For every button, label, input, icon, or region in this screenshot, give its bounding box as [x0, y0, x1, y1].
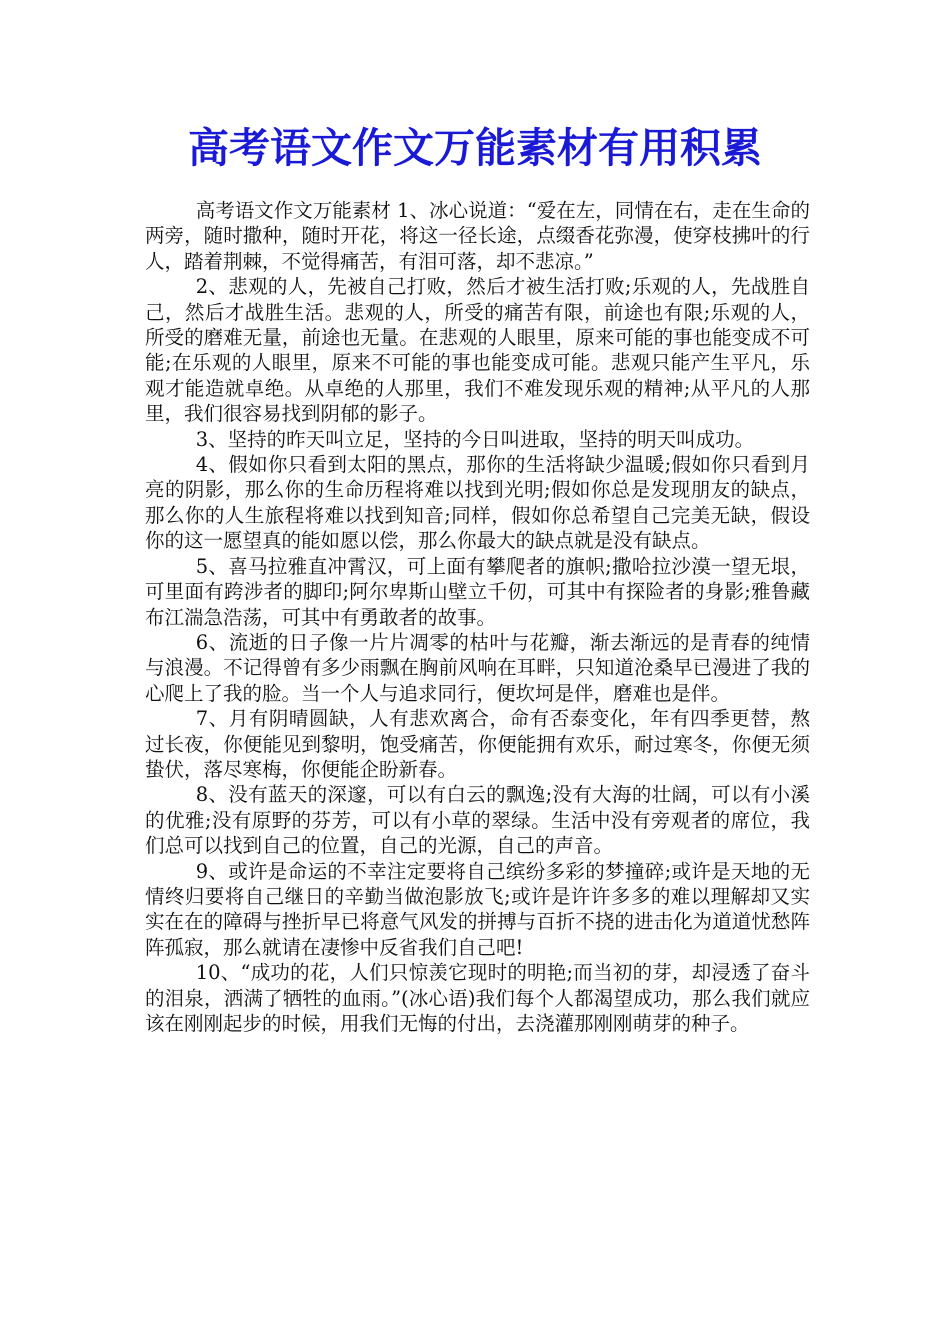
document-title: 高考语文作文万能素材有用积累 [188, 124, 762, 172]
paragraph-2: 2、悲观的人，先被自己打败，然后才被生活打败;乐观的人，先战胜自己，然后才战胜生活。悲观的人，所受的痛苦有限，前途也有限;乐观的人，所受的磨难无量，前途也无量。在悲观的人眼里，原来可能的事也能变成不可能;在乐观的人眼里，原来不可能的事也能变成可能。悲观只能产生平凡，乐观才能造就卓绝。从卓绝的人那里，我们不难发现乐观的精神;从平凡的人那里，我们很容易找到阴郁的影子。 [145, 275, 810, 426]
paragraph-3: 3、坚持的昨天叫立足，坚持的今日叫进取，坚持的明天叫成功。 [195, 427, 755, 451]
paragraph-5: 5、喜马拉雅直冲霄汉，可上面有攀爬者的旗帜;撒哈拉沙漠一望无垠，可里面有跨涉者的脚印;阿尔卑斯山壁立千仞，可其中有探险者的身影;雅鲁藏布江湍急浩荡，可其中有勇敢者的故事。 [145, 554, 810, 629]
paragraph-4: 4、假如你只看到太阳的黑点，那你的生活将缺少温暖;假如你只看到月亮的阴影，那么你的生命历程将难以找到光明;假如你总是发现朋友的缺点，那么你的人生旅程将难以找到知音;同样，假如你总希望自己完美无缺，假设你的这一愿望真的能如愿以偿，那么你最大的缺点就是没有缺点。 [145, 453, 810, 553]
paragraph-8: 8、没有蓝天的深邃，可以有白云的飘逸;没有大海的壮阔，可以有小溪的优雅;没有原野的芬芳，可以有小草的翠绿。生活中没有旁观者的席位，我们总可以找到自己的位置，自己的光源，自己的声音。 [145, 783, 810, 858]
paragraph-1: 高考语文作文万能素材 1、冰心说道：“爱在左，同情在右，走在生命的两旁，随时撒种，随时开花，将这一径长途，点缀香花弥漫，使穿枝拂叶的行人，踏着荆棘，不觉得痛苦，有泪可落，却不悲凉。” [145, 199, 810, 273]
document-body [145, 198, 810, 1036]
paragraph-6: 6、流逝的日子像一片片凋零的枯叶与花瓣，渐去渐远的是青春的纯情与浪漫。不记得曾有多少雨飘在胸前风响在耳畔，只知道沧桑早已漫进了我的心爬上了我的脸。当一个人与追求同行，便坎坷是伴，磨难也是伴。 [145, 630, 810, 705]
paragraph-9: 9、或许是命运的不幸注定要将自己缤纷多彩的梦撞碎;或许是天地的无情终归要将自己继日的辛勤当做泡影放飞;或许是许许多多的难以理解却又实实在在的障碍与挫折早已将意气风发的拼搏与百折不挠的进击化为道道忧愁阵阵孤寂，那么就请在凄惨中反省我们自己吧! [145, 859, 810, 959]
paragraph-10: 10、“成功的花，人们只惊羡它现时的明艳;而当初的芽，却浸透了奋斗的泪泉，洒满了牺牲的血雨。”(冰心语)我们每个人都渴望成功，那么我们就应该在刚刚起步的时候，用我们无悔的付出，去浇灌那刚刚萌芽的种子。 [145, 961, 810, 1035]
paragraph-7: 7、月有阴晴圆缺，人有悲欢离合，命有否泰变化，年有四季更替，熬过长夜，你便能见到黎明，饱受痛苦，你便能拥有欢乐，耐过寒冬，你便无须蛰伏，落尽寒梅，你便能企盼新春。 [145, 707, 810, 781]
